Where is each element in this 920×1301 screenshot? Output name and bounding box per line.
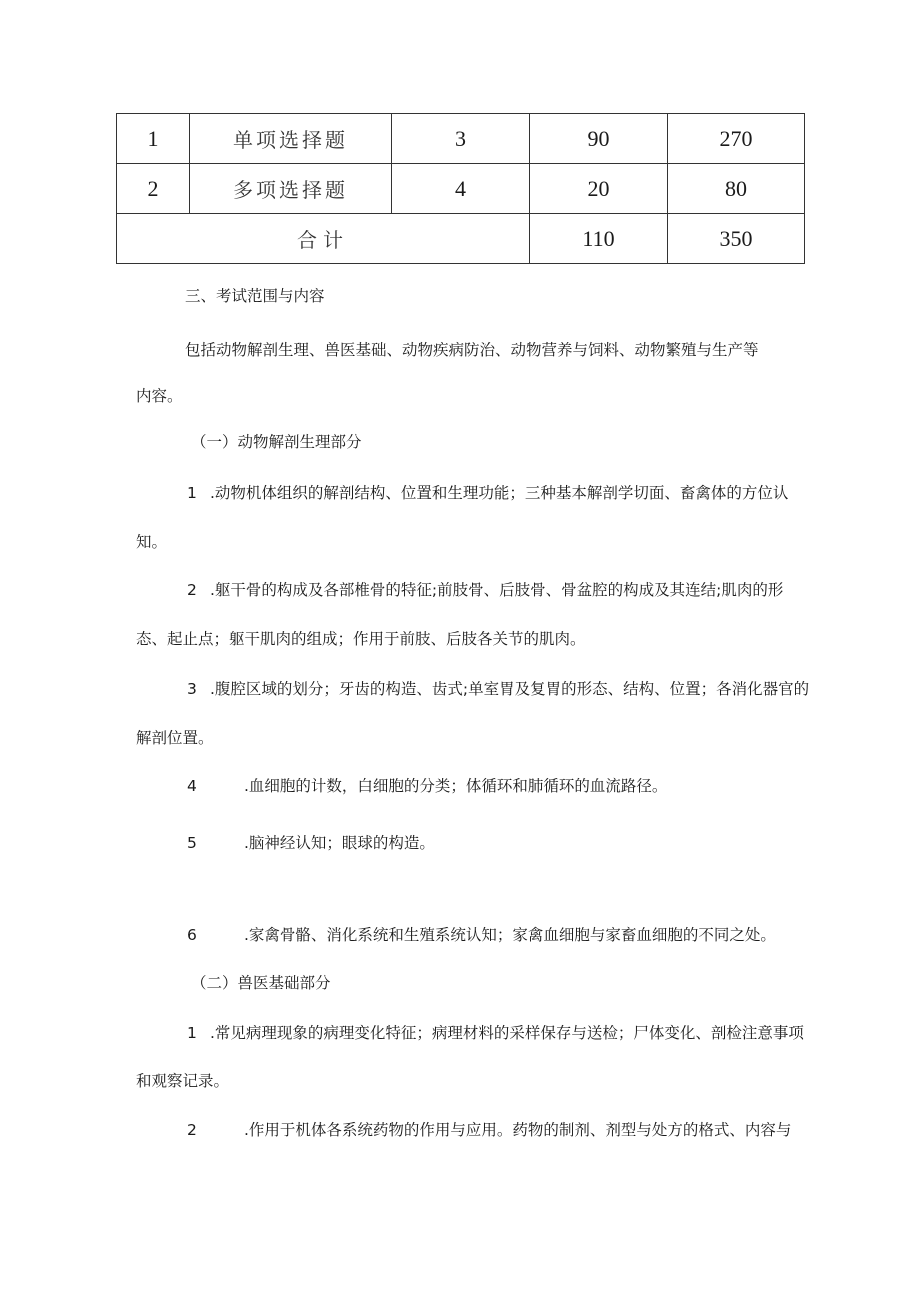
question-type: 多项选择题: [190, 164, 392, 214]
item-number: 2: [187, 1121, 197, 1139]
item-text: .腹腔区域的划分；牙齿的构造、齿式;单室胃及复胃的形态、结构、位置；各消化器官的: [210, 680, 810, 698]
item-text: .作用于机体各系统药物的作用与应用。药物的制剂、剂型与处方的格式、内容与: [244, 1121, 792, 1139]
total-score: 80: [668, 164, 805, 214]
intro-paragraph-cont: 内容。: [136, 387, 183, 405]
table-row: [117, 164, 805, 214]
item-text: .常见病理现象的病理变化特征；病理材料的采样保存与送检；尸体变化、剖检注意事项: [210, 1024, 804, 1042]
item-text-cont: 态、起止点；躯干肌肉的组成；作用于前肢、后肢各关节的肌肉。: [136, 630, 586, 648]
intro-paragraph: 包括动物解剖生理、兽医基础、动物疾病防治、动物营养与饲料、动物繁殖与生产等: [185, 341, 759, 359]
score-per-question: 4: [392, 164, 530, 214]
item-number: 1: [187, 1024, 197, 1042]
sum-total: 350: [668, 214, 805, 264]
item-number: 2: [187, 581, 197, 599]
item-number: 3: [187, 680, 197, 698]
sum-count: 110: [530, 214, 668, 264]
item-text: .躯干骨的构成及各部椎骨的特征;前肢骨、后肢骨、骨盆腔的构成及其连结;肌肉的形: [210, 581, 784, 599]
item-number: 6: [187, 926, 197, 944]
item-text-cont: 知。: [136, 533, 168, 551]
item-text: .动物机体组织的解剖结构、位置和生理功能；三种基本解剖学切面、畜禽体的方位认: [210, 484, 789, 502]
question-type: 单项选择题: [190, 114, 392, 164]
item-number: 1: [187, 484, 197, 502]
item-number: 4: [187, 777, 197, 795]
part2-heading: （二）兽医基础部分: [191, 974, 331, 992]
score-per-question: 3: [392, 114, 530, 164]
item-text-cont: 解剖位置。: [136, 729, 214, 747]
question-count: 20: [530, 164, 668, 214]
question-count: 90: [530, 114, 668, 164]
item-text: .血细胞的计数，白细胞的分类；体循环和肺循环的血流路径。: [244, 777, 668, 795]
part1-heading: （一）动物解剖生理部分: [191, 433, 362, 451]
item-text: .脑神经认知；眼球的构造。: [244, 834, 435, 852]
total-score: 270: [668, 114, 805, 164]
score-table: [116, 113, 805, 264]
row-number: 2: [117, 164, 190, 214]
row-number: 1: [117, 114, 190, 164]
sum-label: 合计: [117, 214, 530, 264]
table-sum-row: [117, 214, 805, 264]
item-text-cont: 和观察记录。: [136, 1072, 230, 1090]
table-row: [117, 114, 805, 164]
item-number: 5: [187, 834, 197, 852]
section-heading: 三、考试范围与内容: [185, 287, 325, 305]
item-text: .家禽骨骼、消化系统和生殖系统认知；家禽血细胞与家畜血细胞的不同之处。: [244, 926, 776, 944]
